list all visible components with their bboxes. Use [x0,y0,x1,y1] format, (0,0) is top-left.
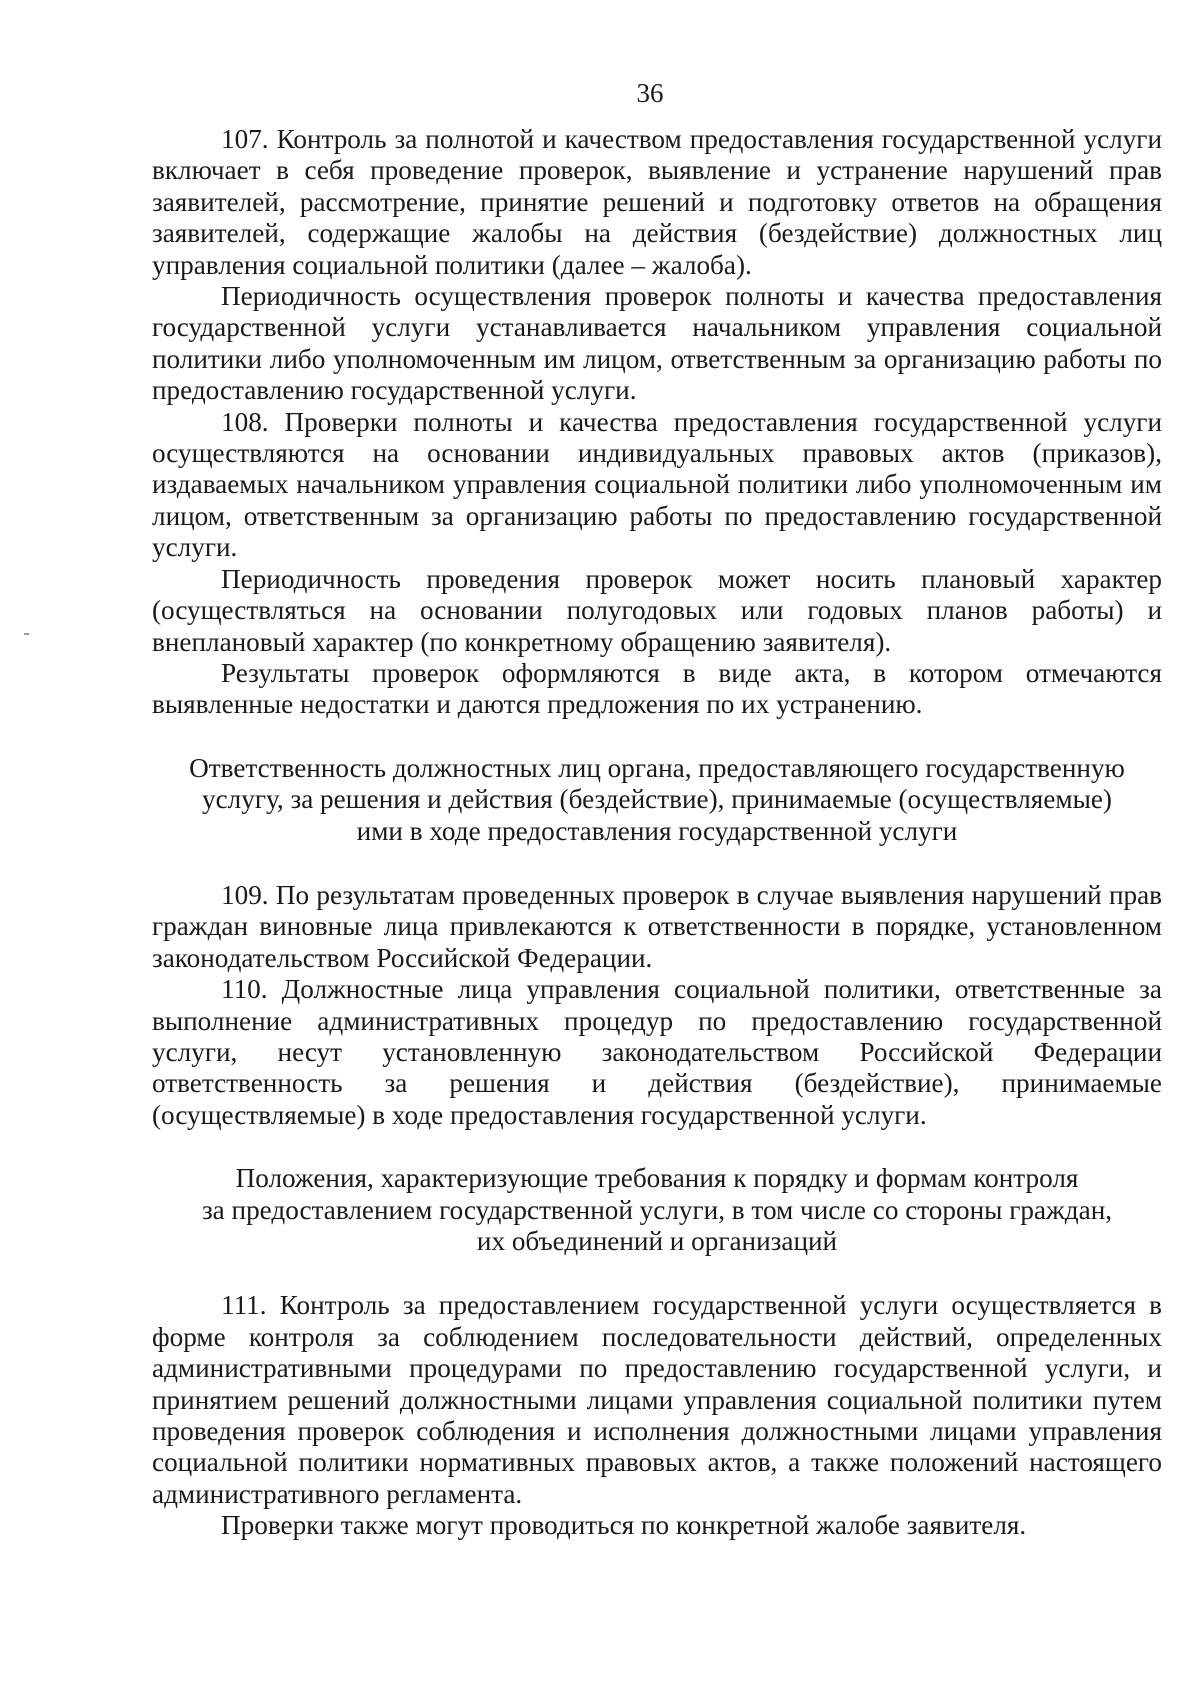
heading-line: Положения, характеризующие требования к порядку и формам контроля [235,1163,1079,1194]
paragraph-111: 111. Контроль за предоставлением государственной услуги осуществляется в форме контроля за соблюдением последовательности действий, определенных административными процедурами по предоставлению государственной услуги, и принятием решений должностными лицами управления социальной политики путем проведения проверок соблюдения и исполнения должностными лицами управления социальной политики нормативных правовых актов, а также положений настоящего административного регламента. [152,1290,1162,1509]
heading-line: их объединений и организаций [476,1226,838,1256]
scan-mark [24,633,29,635]
heading-line: за предоставлением государственной услуги, в том числе со стороны граждан, [201,1194,1113,1225]
paragraph-109: 109. По результатам проведенных проверок в случае выявления нарушений прав граждан виновные лица привлекаются к ответственности в порядке, установленном законодательством Российской Федерации. [152,879,1162,973]
section-heading-responsibility [152,753,1162,847]
paragraph-107-periodicity: Периодичность осуществления проверок полноты и качества предоставления государственной услуги устанавливается начальником управления социальной политики либо уполномоченным им лицом, ответственным за организацию работы по предоставлению государственной услуги. [152,281,1162,406]
page-number: 36 [636,78,664,108]
paragraph-108-results: Результаты проверок оформляются в виде акта, в котором отмечаются выявленные недостатки и даются предложения по их устранению. [152,657,1162,720]
document-body [152,124,1162,1542]
paragraph-107: 107. Контроль за полнотой и качеством предоставления государственной услуги включает в себя проведение проверок, выявление и устранение нарушений прав заявителей, рассмотрение, принятие решений и подготовку ответов на обращения заявителей, содержащие жалобы на действия (бездействие) должностных лиц управления социальной политики (далее – жалоба). [152,124,1162,280]
heading-line: Ответственность должностных лиц органа, предоставляющего государственную [189,752,1125,783]
heading-line: ими в ходе предоставления государственной услуги [356,815,958,846]
paragraph-108-periodicity: Периодичность проведения проверок может носить плановый характер (осуществляться на основании полугодовых или годовых планов работы) и внеплановый характер (по конкретному обращению заявителя). [152,563,1162,657]
paragraph-111-complaint: Проверки также могут проводиться по конкретной жалобе заявителя. [221,1510,1027,1541]
heading-line: услугу, за решения и действия (бездействие), принимаемые (осуществляемые) [202,784,1112,815]
paragraph-110: 110. Должностные лица управления социальной политики, ответственные за выполнение административных процедур по предоставлению государственной услуги, несут установленную законодательством Российской Федерации ответственность за решения и действия (бездействие), принимаемые (осуществляемые) в ходе предоставления государственной услуги. [152,974,1162,1130]
paragraph-108: 108. Проверки полноты и качества предоставления государственной услуги осуществляются на основании индивидуальных правовых актов (приказов), издаваемых начальником управления социальной политики либо уполномоченным им лицом, ответственным за организацию работы по предоставлению государственной услуги. [152,406,1162,563]
section-heading-control-requirements [152,1163,1162,1257]
